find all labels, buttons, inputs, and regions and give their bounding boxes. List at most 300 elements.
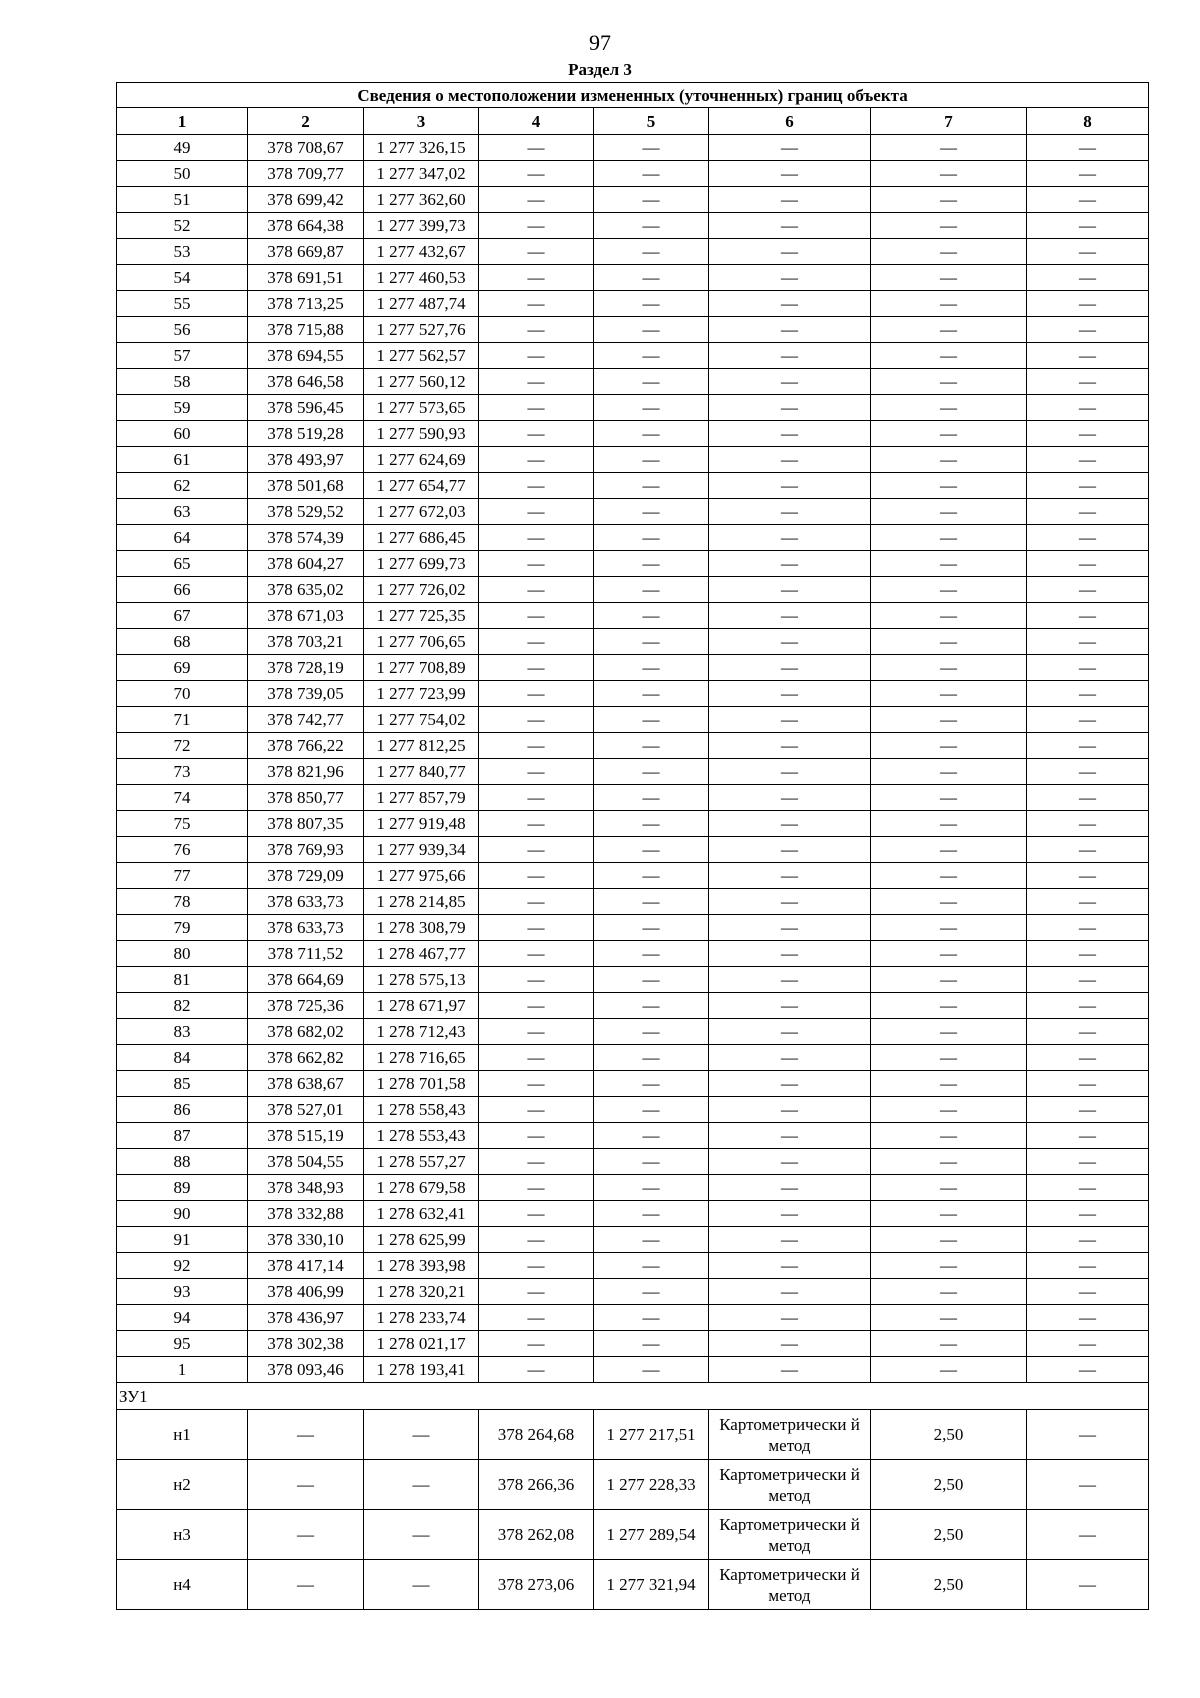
table-cell: 378 691,51	[248, 265, 364, 291]
column-header: 8	[1027, 108, 1149, 135]
table-cell: —	[871, 447, 1027, 473]
table-cell: —	[594, 1331, 709, 1357]
table-cell: —	[709, 655, 871, 681]
table-body	[117, 83, 1149, 1610]
table-cell: н1	[117, 1410, 248, 1460]
table-cell: 378 739,05	[248, 681, 364, 707]
table-cell: 1 278 393,98	[364, 1253, 479, 1279]
table-row	[117, 1357, 1149, 1383]
table-cell: —	[1027, 915, 1149, 941]
table-row	[117, 759, 1149, 785]
table-cell: 63	[117, 499, 248, 525]
table-cell: 1 277 857,79	[364, 785, 479, 811]
table-cell: —	[1027, 1227, 1149, 1253]
table-cell: —	[594, 915, 709, 941]
table-cell: 57	[117, 343, 248, 369]
table-cell: —	[871, 551, 1027, 577]
table-cell: 64	[117, 525, 248, 551]
table-cell: 58	[117, 369, 248, 395]
new-point-row	[117, 1460, 1149, 1510]
table-cell: 378 807,35	[248, 811, 364, 837]
table-cell: 1 277 919,48	[364, 811, 479, 837]
table-cell: —	[479, 499, 594, 525]
table-cell: —	[1027, 1123, 1149, 1149]
table-cell: —	[709, 759, 871, 785]
table-row	[117, 447, 1149, 473]
table-cell: —	[871, 1175, 1027, 1201]
table-cell: —	[871, 1071, 1027, 1097]
table-cell: —	[594, 343, 709, 369]
table-cell: 1 278 558,43	[364, 1097, 479, 1123]
table-cell: 70	[117, 681, 248, 707]
table-cell: —	[594, 603, 709, 629]
table-cell: —	[479, 1357, 594, 1383]
table-cell: 67	[117, 603, 248, 629]
table-cell: —	[871, 681, 1027, 707]
table-cell: 378 709,77	[248, 161, 364, 187]
table-cell: —	[479, 941, 594, 967]
table-cell: 80	[117, 941, 248, 967]
table-cell: —	[479, 447, 594, 473]
table-cell: 1 277 527,76	[364, 317, 479, 343]
table-cell: 1 277 686,45	[364, 525, 479, 551]
table-row	[117, 785, 1149, 811]
table-cell: —	[594, 837, 709, 863]
table-cell: 378 527,01	[248, 1097, 364, 1123]
table-cell: —	[479, 525, 594, 551]
table-cell: 53	[117, 239, 248, 265]
table-cell: 1 277 326,15	[364, 135, 479, 161]
table-cell: 378 635,02	[248, 577, 364, 603]
column-header: 6	[709, 108, 871, 135]
table-cell: 378 821,96	[248, 759, 364, 785]
table-cell: —	[479, 863, 594, 889]
table-cell: 378 662,82	[248, 1045, 364, 1071]
table-cell: —	[479, 1097, 594, 1123]
table-cell: —	[1027, 161, 1149, 187]
table-cell: 84	[117, 1045, 248, 1071]
table-cell: —	[594, 499, 709, 525]
table-cell: —	[871, 837, 1027, 863]
table-cell: —	[479, 1071, 594, 1097]
table-cell: 378 766,22	[248, 733, 364, 759]
table-cell: 378 725,36	[248, 993, 364, 1019]
table-cell: 378 529,52	[248, 499, 364, 525]
table-cell: 49	[117, 135, 248, 161]
table-cell: 1 277 217,51	[594, 1410, 709, 1460]
table-cell: —	[364, 1510, 479, 1560]
table-cell: 59	[117, 395, 248, 421]
table-cell: —	[871, 1331, 1027, 1357]
table-cell: —	[1027, 655, 1149, 681]
table-cell: 1 278 625,99	[364, 1227, 479, 1253]
table-row	[117, 681, 1149, 707]
table-cell: —	[479, 317, 594, 343]
table-cell: —	[1027, 239, 1149, 265]
table-cell: —	[871, 343, 1027, 369]
table-cell: 1 278 716,65	[364, 1045, 479, 1071]
table-row	[117, 1305, 1149, 1331]
table-cell: 378 703,21	[248, 629, 364, 655]
table-cell: —	[709, 525, 871, 551]
table-cell: 1 278 467,77	[364, 941, 479, 967]
table-cell: —	[1027, 785, 1149, 811]
table-cell: —	[871, 291, 1027, 317]
table-cell: —	[709, 993, 871, 1019]
table-cell: —	[709, 1227, 871, 1253]
table-cell: 1 277 706,65	[364, 629, 479, 655]
table-row	[117, 1201, 1149, 1227]
table-row	[117, 967, 1149, 993]
table-cell: —	[594, 1149, 709, 1175]
table-cell: 378 493,97	[248, 447, 364, 473]
table-cell: —	[709, 1097, 871, 1123]
table-cell: —	[594, 161, 709, 187]
table-cell: 1 277 754,02	[364, 707, 479, 733]
table-row	[117, 1071, 1149, 1097]
table-cell: —	[1027, 1305, 1149, 1331]
table-cell: —	[709, 941, 871, 967]
table-cell: —	[594, 733, 709, 759]
table-cell: —	[1027, 1045, 1149, 1071]
table-cell: —	[479, 1149, 594, 1175]
method-cell: Картометрически й метод	[709, 1460, 871, 1510]
table-cell: —	[479, 1279, 594, 1305]
table-cell: —	[594, 395, 709, 421]
table-cell: —	[364, 1460, 479, 1510]
table-cell: —	[479, 967, 594, 993]
table-cell: —	[871, 629, 1027, 655]
table-cell: 83	[117, 1019, 248, 1045]
table-row	[117, 551, 1149, 577]
table-cell: —	[709, 291, 871, 317]
table-cell: 378 504,55	[248, 1149, 364, 1175]
table-cell: —	[709, 1123, 871, 1149]
table-cell: —	[871, 655, 1027, 681]
table-cell: —	[871, 915, 1027, 941]
table-cell: 2,50	[871, 1510, 1027, 1560]
table-cell: —	[479, 187, 594, 213]
table-cell: 65	[117, 551, 248, 577]
table-cell: —	[479, 291, 594, 317]
table-cell: 1 277 347,02	[364, 161, 479, 187]
table-cell: —	[871, 1279, 1027, 1305]
table-cell: —	[1027, 993, 1149, 1019]
table-title: Сведения о местоположении измененных (уточненных) границ объекта	[117, 83, 1149, 108]
table-cell: 1 278 701,58	[364, 1071, 479, 1097]
table-cell: —	[871, 135, 1027, 161]
table-cell: —	[709, 707, 871, 733]
table-cell: —	[479, 655, 594, 681]
table-cell: —	[871, 1097, 1027, 1123]
table-cell: 378 638,67	[248, 1071, 364, 1097]
table-cell: —	[594, 967, 709, 993]
table-cell: —	[709, 421, 871, 447]
table-cell: 71	[117, 707, 248, 733]
table-cell: 95	[117, 1331, 248, 1357]
table-cell: —	[594, 187, 709, 213]
table-cell: —	[479, 1253, 594, 1279]
table-cell: 378 266,36	[479, 1460, 594, 1510]
table-cell: —	[479, 1227, 594, 1253]
table-cell: —	[479, 1045, 594, 1071]
table-cell: —	[594, 655, 709, 681]
table-cell: —	[479, 473, 594, 499]
table-title-row	[117, 83, 1149, 108]
table-cell: —	[709, 1305, 871, 1331]
table-cell: —	[1027, 1357, 1149, 1383]
table-cell: 1 278 712,43	[364, 1019, 479, 1045]
table-cell: —	[1027, 395, 1149, 421]
table-cell: 92	[117, 1253, 248, 1279]
table-cell: —	[709, 837, 871, 863]
table-cell: 1 277 654,77	[364, 473, 479, 499]
table-cell: —	[479, 161, 594, 187]
table-cell: 56	[117, 317, 248, 343]
table-cell: —	[479, 733, 594, 759]
table-cell: —	[871, 1201, 1027, 1227]
table-cell: —	[709, 681, 871, 707]
table-cell: —	[1027, 499, 1149, 525]
table-cell: —	[1027, 1253, 1149, 1279]
table-cell: —	[479, 1201, 594, 1227]
table-cell: 1 277 672,03	[364, 499, 479, 525]
table-cell: —	[1027, 889, 1149, 915]
table-cell: —	[709, 1071, 871, 1097]
table-cell: —	[1027, 629, 1149, 655]
table-cell: 378 633,73	[248, 915, 364, 941]
table-cell: 378 664,38	[248, 213, 364, 239]
column-header: 7	[871, 108, 1027, 135]
table-cell: 88	[117, 1149, 248, 1175]
table-cell: —	[709, 317, 871, 343]
table-cell: —	[594, 1071, 709, 1097]
table-cell: —	[594, 473, 709, 499]
table-cell: 1 277 399,73	[364, 213, 479, 239]
table-cell: 1 277 726,02	[364, 577, 479, 603]
table-cell: 1 277 975,66	[364, 863, 479, 889]
table-cell: —	[1027, 837, 1149, 863]
table-row	[117, 993, 1149, 1019]
table-cell: —	[871, 213, 1027, 239]
table-cell: 1 277 725,35	[364, 603, 479, 629]
table-cell: —	[1027, 941, 1149, 967]
table-cell: н3	[117, 1510, 248, 1560]
table-cell: 91	[117, 1227, 248, 1253]
table-cell: 1 278 575,13	[364, 967, 479, 993]
table-cell: 378 671,03	[248, 603, 364, 629]
table-cell: —	[709, 369, 871, 395]
table-cell: н2	[117, 1460, 248, 1510]
table-cell: —	[709, 187, 871, 213]
table-cell: 94	[117, 1305, 248, 1331]
table-cell: —	[709, 343, 871, 369]
table-cell: —	[871, 369, 1027, 395]
table-cell: —	[479, 135, 594, 161]
table-cell: —	[1027, 213, 1149, 239]
table-cell: —	[871, 1227, 1027, 1253]
table-cell: —	[871, 863, 1027, 889]
table-cell: —	[594, 525, 709, 551]
table-cell: 378 264,68	[479, 1410, 594, 1460]
table-cell: —	[871, 317, 1027, 343]
table-cell: —	[871, 1305, 1027, 1331]
table-cell: —	[479, 1123, 594, 1149]
table-cell: 73	[117, 759, 248, 785]
table-cell: —	[594, 629, 709, 655]
table-cell: 1 277 699,73	[364, 551, 479, 577]
table-cell: 1 277 840,77	[364, 759, 479, 785]
table-cell: 81	[117, 967, 248, 993]
table-cell: 378 417,14	[248, 1253, 364, 1279]
table-cell: 55	[117, 291, 248, 317]
table-cell: —	[1027, 187, 1149, 213]
table-cell: —	[1027, 1460, 1149, 1510]
table-row	[117, 135, 1149, 161]
table-cell: —	[871, 395, 1027, 421]
table-cell: —	[479, 1175, 594, 1201]
table-cell: 54	[117, 265, 248, 291]
table-cell: —	[594, 1201, 709, 1227]
table-cell: —	[594, 759, 709, 785]
table-cell: —	[1027, 681, 1149, 707]
table-cell: —	[709, 213, 871, 239]
table-cell: —	[479, 1331, 594, 1357]
table-row	[117, 369, 1149, 395]
table-cell: —	[709, 1201, 871, 1227]
table-cell: —	[1027, 603, 1149, 629]
table-cell: —	[479, 889, 594, 915]
table-cell: —	[248, 1510, 364, 1560]
table-cell: —	[1027, 447, 1149, 473]
table-cell: —	[1027, 577, 1149, 603]
table-cell: 378 711,52	[248, 941, 364, 967]
table-cell: —	[479, 395, 594, 421]
table-cell: —	[594, 577, 709, 603]
table-cell: 82	[117, 993, 248, 1019]
table-row	[117, 837, 1149, 863]
table-cell: —	[594, 863, 709, 889]
table-cell: 1 277 812,25	[364, 733, 479, 759]
table-cell: 1	[117, 1357, 248, 1383]
table-row	[117, 421, 1149, 447]
table-cell: —	[364, 1410, 479, 1460]
table-cell: —	[594, 239, 709, 265]
table-row	[117, 629, 1149, 655]
table-cell: —	[479, 239, 594, 265]
table-cell: 378 633,73	[248, 889, 364, 915]
table-cell: —	[709, 889, 871, 915]
table-cell: —	[594, 291, 709, 317]
table-row	[117, 577, 1149, 603]
column-header: 3	[364, 108, 479, 135]
table-cell: —	[1027, 135, 1149, 161]
table-cell: —	[479, 707, 594, 733]
table-cell: —	[479, 577, 594, 603]
table-cell: —	[594, 369, 709, 395]
table-cell: 1 277 562,57	[364, 343, 479, 369]
table-cell: —	[709, 395, 871, 421]
table-row	[117, 1279, 1149, 1305]
table-cell: 378 729,09	[248, 863, 364, 889]
table-cell: 378 713,25	[248, 291, 364, 317]
table-cell: —	[871, 239, 1027, 265]
table-cell: —	[594, 1357, 709, 1383]
table-cell: —	[1027, 1560, 1149, 1610]
table-cell: 378 715,88	[248, 317, 364, 343]
table-row	[117, 525, 1149, 551]
table-cell: 1 277 573,65	[364, 395, 479, 421]
table-cell: —	[1027, 551, 1149, 577]
table-cell: —	[709, 551, 871, 577]
table-cell: 378 519,28	[248, 421, 364, 447]
table-cell: 1 277 289,54	[594, 1510, 709, 1560]
table-cell: 1 278 320,21	[364, 1279, 479, 1305]
table-row	[117, 395, 1149, 421]
table-cell: —	[594, 551, 709, 577]
table-cell: —	[594, 135, 709, 161]
table-cell: 90	[117, 1201, 248, 1227]
table-row	[117, 941, 1149, 967]
table-cell: —	[1027, 473, 1149, 499]
table-cell: 1 278 233,74	[364, 1305, 479, 1331]
table-cell: 86	[117, 1097, 248, 1123]
table-cell: 68	[117, 629, 248, 655]
table-cell: 52	[117, 213, 248, 239]
table-row	[117, 317, 1149, 343]
table-cell: 1 278 193,41	[364, 1357, 479, 1383]
table-cell: —	[709, 733, 871, 759]
table-row	[117, 655, 1149, 681]
method-cell: Картометрически й метод	[709, 1560, 871, 1610]
table-cell: —	[709, 265, 871, 291]
column-header: 1	[117, 108, 248, 135]
table-cell: 66	[117, 577, 248, 603]
table-cell: —	[1027, 421, 1149, 447]
table-cell: 1 277 432,67	[364, 239, 479, 265]
new-point-row	[117, 1560, 1149, 1610]
table-cell: —	[1027, 525, 1149, 551]
table-cell: 1 277 460,53	[364, 265, 479, 291]
table-cell: —	[709, 967, 871, 993]
table-cell: —	[594, 889, 709, 915]
column-header: 4	[479, 108, 594, 135]
table-cell: —	[1027, 733, 1149, 759]
table-cell: —	[1027, 1331, 1149, 1357]
table-cell: —	[871, 733, 1027, 759]
table-cell: —	[1027, 1410, 1149, 1460]
table-cell: —	[871, 421, 1027, 447]
boundary-coordinates-table	[116, 82, 1149, 1610]
table-cell: 378 273,06	[479, 1560, 594, 1610]
table-cell: 378 406,99	[248, 1279, 364, 1305]
table-row	[117, 1149, 1149, 1175]
table-cell: —	[709, 785, 871, 811]
table-row	[117, 1097, 1149, 1123]
table-cell: —	[594, 447, 709, 473]
table-row	[117, 1331, 1149, 1357]
table-row	[117, 1227, 1149, 1253]
table-cell: —	[709, 577, 871, 603]
table-cell: —	[709, 1331, 871, 1357]
table-cell: 1 277 590,93	[364, 421, 479, 447]
table-cell: —	[1027, 967, 1149, 993]
table-cell: 378 436,97	[248, 1305, 364, 1331]
table-cell: —	[479, 265, 594, 291]
table-cell: —	[479, 1019, 594, 1045]
table-cell: —	[709, 863, 871, 889]
table-row	[117, 1019, 1149, 1045]
